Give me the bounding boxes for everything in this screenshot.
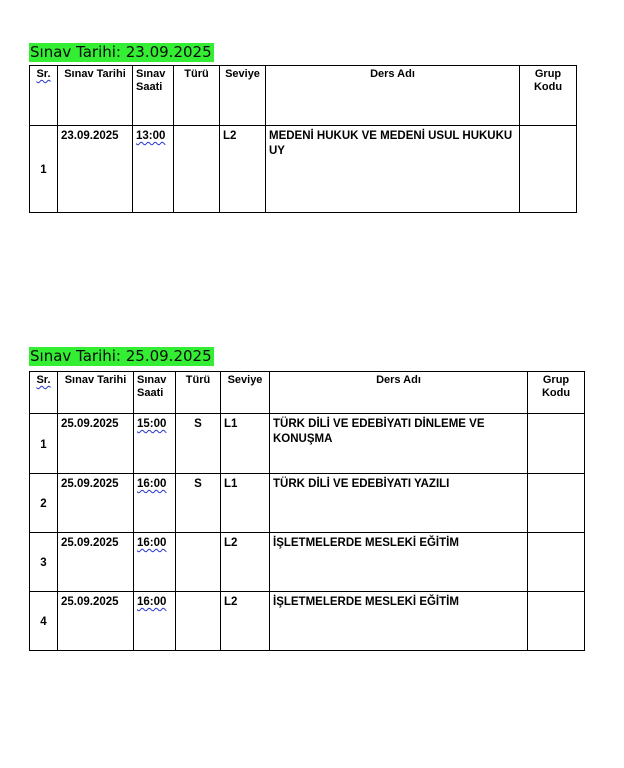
section-2-title: Sınav Tarihi: 25.09.2025	[30, 347, 212, 365]
course-name-cell: MEDENİ HUKUK VE MEDENİ USUL HUKUKU UY	[266, 126, 520, 213]
type-cell: S	[176, 474, 221, 533]
type-cell: S	[176, 414, 221, 474]
header-type: Türü	[174, 66, 220, 126]
table-row	[30, 592, 585, 651]
header-no: Sr.	[30, 372, 58, 414]
exam-time-cell: 16:00	[134, 474, 176, 533]
level-cell: L1	[221, 414, 270, 474]
level-cell: L2	[221, 533, 270, 592]
course-name-cell: TÜRK DİLİ VE EDEBİYATI DİNLEME VE KONUŞMA	[270, 414, 528, 474]
type-cell	[174, 126, 220, 213]
header-course-name: Ders Adı	[270, 372, 528, 414]
group-code-cell	[520, 126, 577, 213]
header-level: Seviye	[220, 66, 266, 126]
header-type: Türü	[176, 372, 221, 414]
type-cell	[176, 592, 221, 651]
row-number: 3	[30, 533, 58, 592]
section-1-title: Sınav Tarihi: 23.09.2025	[30, 43, 212, 61]
exam-time-cell: 15:00	[134, 414, 176, 474]
exam-date-cell: 25.09.2025	[58, 414, 134, 474]
row-number: 1	[30, 126, 58, 213]
exam-date-cell: 25.09.2025	[58, 533, 134, 592]
table-row	[30, 474, 585, 533]
exam-date-cell: 25.09.2025	[58, 592, 134, 651]
header-no: Sr.	[30, 66, 58, 126]
exam-table-25-09-2025	[29, 371, 585, 651]
group-code-cell	[528, 474, 585, 533]
header-exam-date: Sınav Tarihi	[58, 66, 133, 126]
header-course-name: Ders Adı	[266, 66, 520, 126]
table-row	[30, 414, 585, 474]
course-name-cell: İŞLETMELERDE MESLEKİ EĞİTİM	[270, 533, 528, 592]
exam-time-cell: 13:00	[133, 126, 174, 213]
level-cell: L2	[221, 592, 270, 651]
group-code-cell	[528, 414, 585, 474]
table-header-row	[30, 66, 577, 126]
group-code-cell	[528, 533, 585, 592]
exam-date-cell: 23.09.2025	[58, 126, 133, 213]
table-header-row	[30, 372, 585, 414]
exam-time-cell: 16:00	[134, 533, 176, 592]
row-number: 2	[30, 474, 58, 533]
exam-time-cell: 16:00	[134, 592, 176, 651]
row-number: 1	[30, 414, 58, 474]
table-row	[30, 126, 577, 213]
row-number: 4	[30, 592, 58, 651]
exam-date-cell: 25.09.2025	[58, 474, 134, 533]
header-exam-time: Sınav Saati	[134, 372, 176, 414]
header-group-code: Grup Kodu	[520, 66, 577, 126]
header-exam-time: Sınav Saati	[133, 66, 174, 126]
type-cell	[176, 533, 221, 592]
header-level: Seviye	[221, 372, 270, 414]
group-code-cell	[528, 592, 585, 651]
level-cell: L2	[220, 126, 266, 213]
table-row	[30, 533, 585, 592]
header-exam-date: Sınav Tarihi	[58, 372, 134, 414]
header-group-code: Grup Kodu	[528, 372, 585, 414]
exam-table-23-09-2025	[29, 65, 577, 213]
level-cell: L1	[221, 474, 270, 533]
course-name-cell: TÜRK DİLİ VE EDEBİYATI YAZILI	[270, 474, 528, 533]
course-name-cell: İŞLETMELERDE MESLEKİ EĞİTİM	[270, 592, 528, 651]
